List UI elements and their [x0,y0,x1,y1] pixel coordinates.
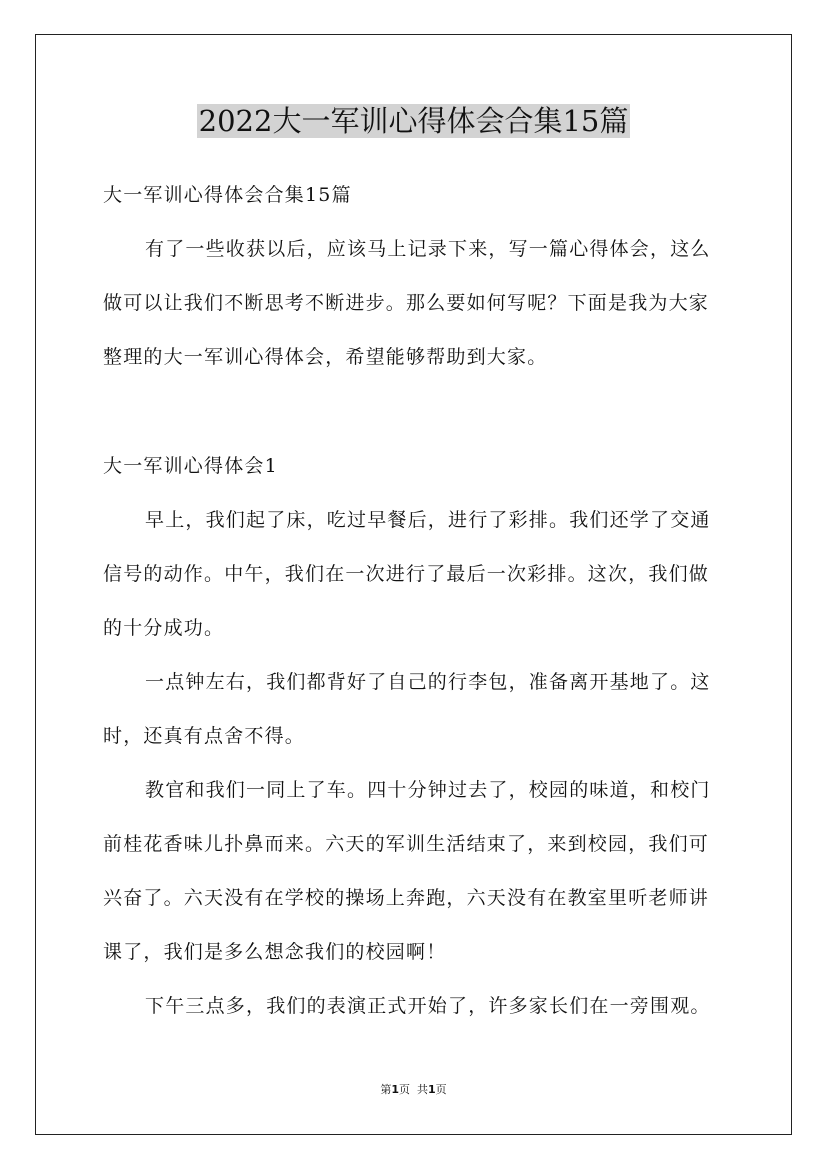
footer-page-number: 1 [391,1083,399,1096]
document-title [0,100,827,142]
footer-total-pages: 1 [428,1083,436,1096]
intro-line-3: 整理的大一军训心得体会，希望能够帮助到大家。 [103,346,548,368]
paragraph4-line-1: 下午三点多，我们的表演正式开始了，许多家长们在一旁围观。 [145,995,711,1017]
paragraph1-line-1: 早上，我们起了床，吃过早餐后，进行了彩排。我们还学了交通 [145,509,711,531]
intro-line-2: 做可以让我们不断思考不断进步。那么要如何写呢？下面是我为大家 [103,292,710,314]
page-footer [0,1082,827,1098]
paragraph3-line-3: 兴奋了。六天没有在学校的操场上奔跑，六天没有在教室里听老师讲 [103,887,710,909]
document-subtitle: 大一军训心得体会合集15篇 [103,184,352,206]
paragraph2-line-2: 时，还真有点舍不得。 [103,725,306,747]
paragraph3-line-1: 教官和我们一同上了车。四十分钟过去了，校园的味道，和校门 [145,779,711,801]
paragraph1-line-3: 的十分成功。 [103,617,225,639]
footer-page-mid: 页 共 [399,1083,428,1096]
section-heading: 大一军训心得体会1 [103,455,278,477]
document-title-text: 2022大一军训心得体会合集15篇 [198,104,629,138]
footer-page-suffix: 页 [435,1083,447,1096]
paragraph1-line-2: 信号的动作。中午，我们在一次进行了最后一次彩排。这次，我们做 [103,563,710,585]
paragraph2-line-1: 一点钟左右，我们都背好了自己的行李包，准备离开基地了。这 [145,671,711,693]
paragraph3-line-4: 课了，我们是多么想念我们的校园啊！ [103,941,447,963]
footer-page-prefix: 第 [380,1083,392,1096]
intro-line-1: 有了一些收获以后，应该马上记录下来，写一篇心得体会，这么 [145,238,711,260]
paragraph3-line-2: 前桂花香味儿扑鼻而来。六天的军训生活结束了，来到校园，我们可 [103,833,710,855]
